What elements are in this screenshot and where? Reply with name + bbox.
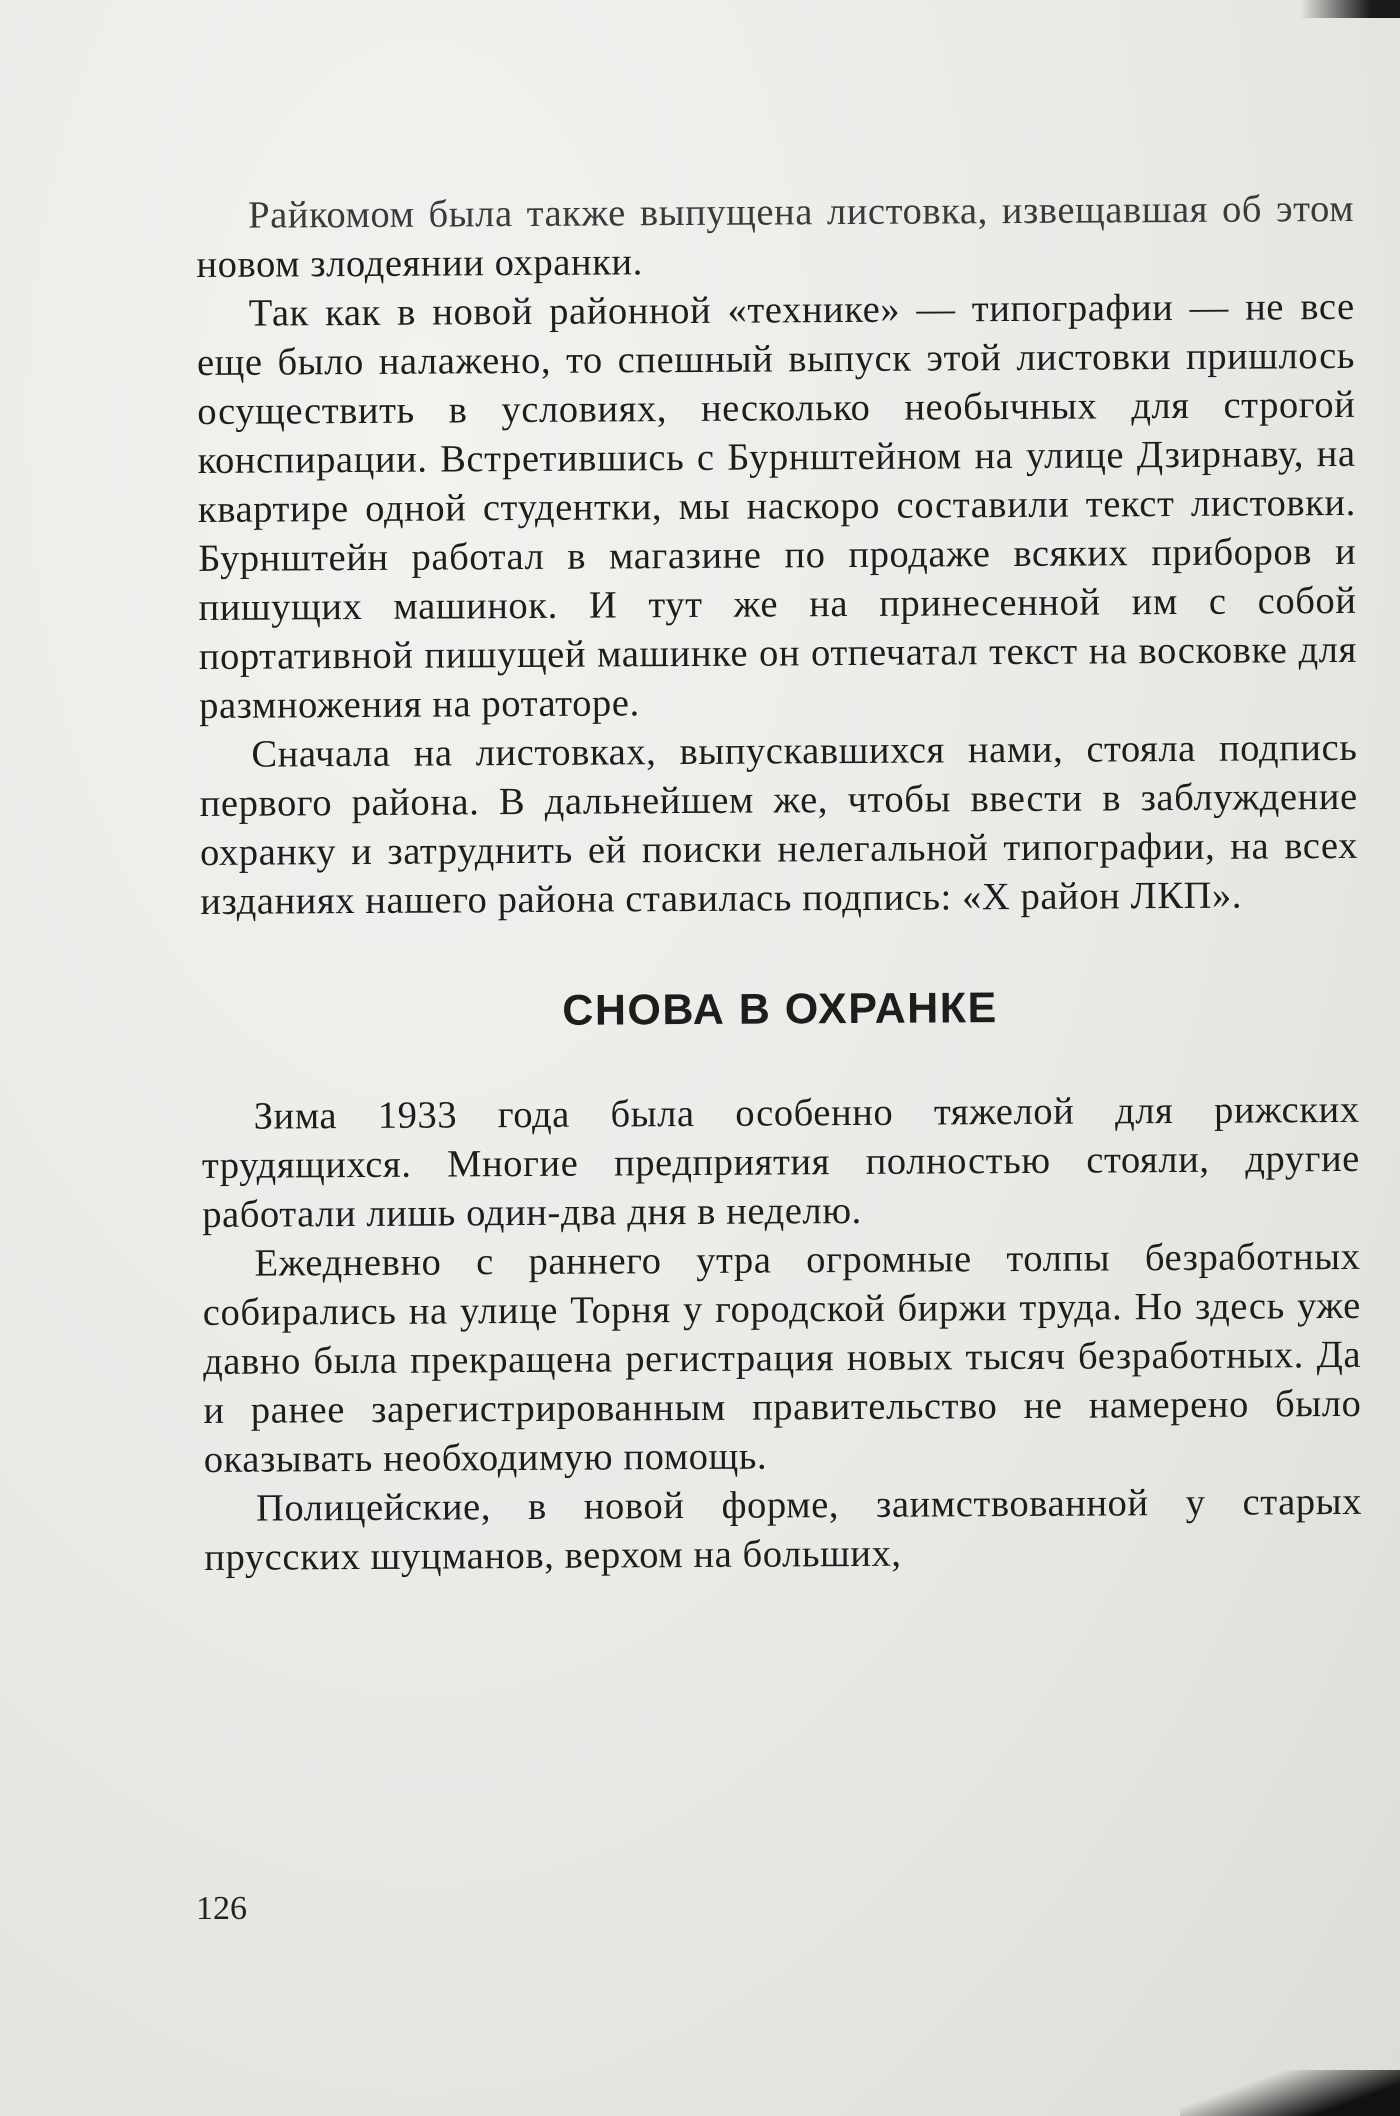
paragraph: Полицейские, в новой форме, заимствованной у старых прусских шуцманов, верхом на больших, — [204, 1480, 1363, 1579]
scan-edge-top — [1300, 0, 1400, 18]
scan-edge-bottom — [1180, 2070, 1400, 2116]
paragraph: Райкомом была также выпущена листовка, извещавшая об этом новом злодеянии охранки. — [196, 187, 1355, 286]
paragraph: Ежедневно с раннего утра огромные толпы безработных собирались на улице Торня у городской биржи труда. Но здесь уже давно была прекращена регистрация новых тысяч безработных. Да и ранее зарегистрированным правительство не намерено было оказывать необходимую помощь. — [202, 1235, 1362, 1481]
page-number: 126 — [196, 1890, 247, 1927]
paragraph: Зима 1933 года была особенно тяжелой для рижских трудящихся. Многие предприятия полностью стояли, другие работали лишь один-два дня в неделю. — [201, 1088, 1361, 1236]
page-text — [196, 185, 1362, 1583]
paragraph: Так как в новой районной «технике» — типографии — не все еще было налажено, то спешный выпуск этой листовки пришлось осуществить в условиях, несколько необычных для строгой конспирации. Встретившись с Бурнштейном на улице Дзирнаву, на квартире одной студентки, мы наскоро составили текст листовки. Бурнштейн работал в магазине по продаже всяких приборов и пишущих машинок. И тут же на принесенной им с собой портативной пишущей машинке он отпечатал текст на восковке для размножения на ротаторе. — [196, 285, 1357, 727]
paragraph: Сначала на листовках, выпускавшихся нами, стояла подпись первого района. В дальнейшем же, чтобы ввести в заблуждение охранку и затруднить ей поиски нелегальной типографии, на всех изданиях нашего района ставилась подпись: «X район ЛКП». — [199, 726, 1359, 923]
section-heading: СНОВА В ОХРАНКЕ — [562, 984, 998, 1035]
